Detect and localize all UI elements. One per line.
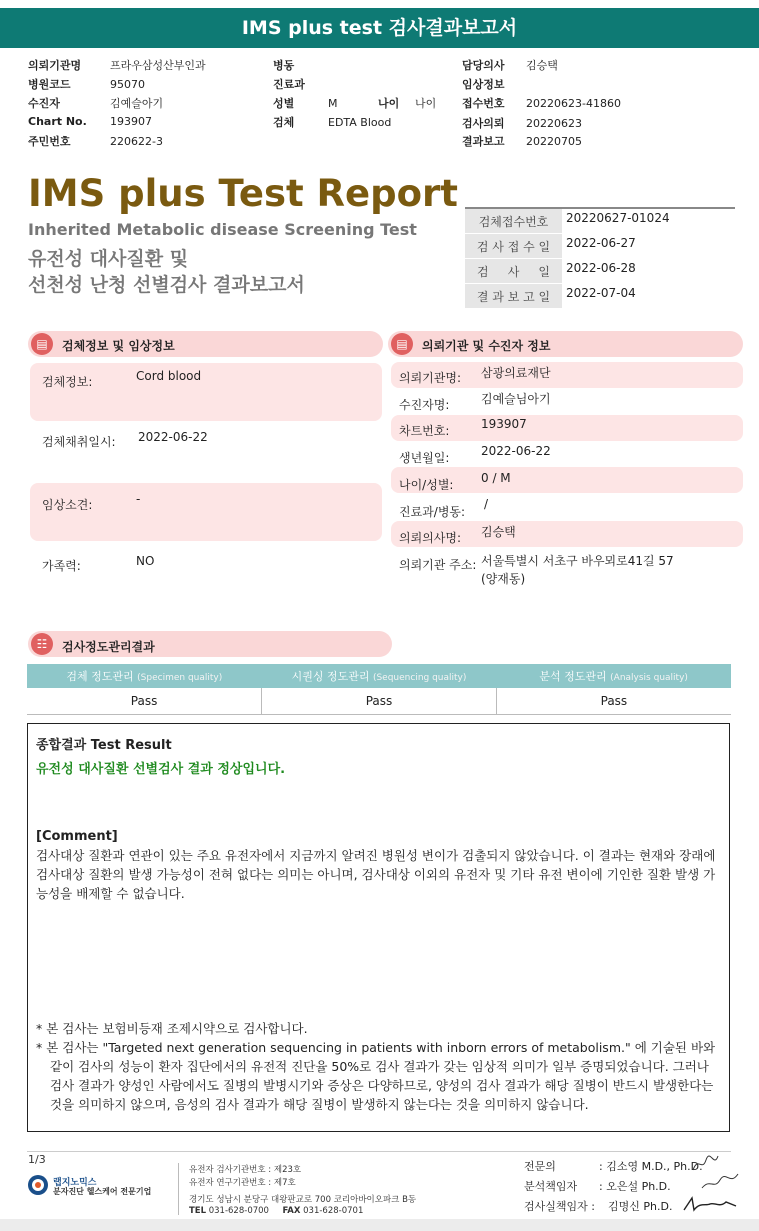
header-right-3: 검사의뢰 20220623: [462, 117, 582, 130]
signer-name-1: : 김소영 M.D., Ph.D.: [599, 1160, 703, 1173]
clinical-label: 임상소견:: [42, 498, 93, 512]
header-age: 나이 나이: [378, 97, 437, 110]
folder-icon: ▤: [31, 333, 53, 355]
header-mid-1: 진료과: [273, 78, 305, 91]
address-line-2: (양재동): [481, 572, 526, 586]
header-right-2: 접수번호 20220623-41860: [462, 97, 621, 110]
specimen-info-box: [30, 363, 382, 421]
qc-section-title: 검사정도관리결과: [62, 640, 155, 654]
company-logo-icon: [28, 1175, 48, 1195]
signature-2: [700, 1172, 740, 1194]
report-top-title: IMS plus test 검사결과보고서: [0, 8, 759, 48]
report-subtitle-en: Inherited Metabolic disease Screening Test: [28, 220, 417, 239]
company-slogan: 분자진단 헬스케어 전문기업: [53, 1187, 152, 1196]
signer-name-2: : 오은설 Ph.D.: [599, 1180, 671, 1193]
page-bottom-band: [0, 1219, 759, 1231]
dept-ward-value: /: [484, 497, 489, 511]
receipt-row: 검 사 접 수 일 2022-06-27: [465, 234, 735, 259]
comment-heading: [Comment]: [36, 829, 118, 844]
specimen-info-label: 검체정보:: [42, 375, 93, 389]
chart-no-label: 차트번호:: [399, 424, 450, 438]
address-line-1: 서울특별시 서초구 바우뫼로41길 57: [481, 554, 674, 568]
qc-value-analysis: Pass: [496, 688, 731, 714]
footer-divider: [27, 1151, 731, 1152]
qc-table: [27, 664, 731, 715]
header-mid-0: 병동: [273, 59, 295, 72]
receipt-table: [465, 207, 735, 309]
header-left-1: 병원코드 95070: [28, 78, 145, 91]
header-right-1: 임상정보: [462, 78, 505, 91]
folder-icon: ▤: [391, 333, 413, 355]
receipt-row: 검 사 일 2022-06-28: [465, 259, 735, 284]
header-left-2: 수진자 김예슬아기: [28, 97, 164, 110]
qc-value-specimen: Pass: [27, 688, 262, 714]
signer-name-3: 김명신 Ph.D.: [608, 1200, 673, 1213]
result-notes: [36, 1019, 722, 1114]
page-number: 1/3: [28, 1153, 46, 1166]
result-box: [27, 723, 730, 1132]
receipt-row: 결 과 보 고 일 2022-07-04: [465, 284, 735, 309]
birthdate-label: 생년월일:: [399, 451, 450, 465]
company-contact: TEL 031-628-0700 FAX 031-628-0701: [189, 1206, 364, 1216]
institution-section-title: 의뢰기관 및 수진자 정보: [422, 339, 551, 353]
report-title: IMS plus Test Report: [28, 172, 458, 215]
report-subtitle-ko-2: 선천성 난청 선별검사 결과보고서: [28, 274, 305, 296]
qc-header-analysis: 분석 정도관리 (Analysis quality): [496, 664, 731, 688]
header-right-0: 담당의사 김승택: [462, 59, 558, 72]
age-sex-label: 나이/성별:: [399, 478, 454, 492]
qc-value-sequencing: Pass: [262, 688, 497, 714]
signer-role-1: 전문의: [524, 1160, 556, 1173]
clinical-value: -: [136, 492, 141, 506]
header-left-0: 의뢰기관명 프라우삼성산부인과: [28, 59, 206, 72]
specimen-info-value: Cord blood: [136, 369, 202, 383]
birthdate-value: 2022-06-22: [481, 444, 551, 458]
report-subtitle-ko-1: 유전성 대사질환 및: [28, 248, 189, 270]
result-heading: 종합결과 Test Result: [36, 738, 172, 753]
company-name: 랩지노믹스: [53, 1178, 97, 1188]
result-summary: 유전성 대사질환 선별검사 결과 정상입니다.: [36, 762, 286, 777]
signer-role-3: 검사실책임자 :: [524, 1200, 595, 1213]
doctor-label: 의뢰의사명:: [399, 531, 462, 545]
company-address: 경기도 성남시 분당구 대왕판교로 700 코리아바이오파크 B동: [189, 1195, 417, 1205]
age-sex-value: 0 / M: [481, 471, 511, 485]
specimen-date-label: 검체채취일시:: [42, 435, 116, 449]
patient-name-label: 수진자명:: [399, 398, 450, 412]
note-2: * 본 검사는 "Targeted next generation sequencing in patients with inborn errors of metabolism." 에 기술된 바와 같이 검사의 성능이 환자 집단에서의 유전적 진단율 50%로 검사 결과가 갖는 임상적 의미가 일부 증명되었습니다. 그러나 검사 결과가 양성인 사람에서도 질병의 발병시기와 증상은 다양하므로, 양성의 검사 결과가 해당 질병이 반드시 발생한다는 것을 의미하지 않으며, 음성의 검사 결과가 해당 질병이 발생하지 않는다는 것을 의미하지 않습니다.: [36, 1040, 716, 1112]
reg-number-1: 유전자 검사기관번호 : 제23호: [189, 1165, 302, 1175]
signer-role-2: 분석책임자: [524, 1180, 578, 1193]
doctor-value: 김승택: [481, 525, 516, 539]
reg-number-2: 유전자 연구기관번호 : 제7호: [189, 1178, 296, 1188]
header-left-3: Chart No. 193907: [28, 115, 152, 128]
institution-name-label: 의뢰기관명:: [399, 371, 462, 385]
note-1: * 본 검사는 보험비등재 조제시약으로 검사합니다.: [36, 1021, 308, 1036]
chart-no-value: 193907: [481, 417, 527, 431]
receipt-row: 검체접수번호 20220627-01024: [465, 209, 735, 234]
address-label: 의뢰기관 주소:: [399, 558, 477, 572]
comment-text: 검사대상 질환과 연관이 있는 주요 유전자에서 지금까지 알려진 병원성 변이가 검출되지 않았습니다. 이 결과는 현재와 장래에 검사대상 질환의 발생 가능성이 전혀 없다는 의미는 아니며, 검사대상 이외의 유전자 및 기타 유전 변이에 기인한 질환 발생 가능성을 배제할 수 없습니다.: [36, 848, 716, 901]
qc-header-sequencing: 시퀀싱 정도관리 (Sequencing quality): [262, 664, 497, 688]
header-left-4: 주민번호 220622-3: [28, 135, 163, 148]
specimen-date-value: 2022-06-22: [138, 430, 208, 444]
header-right-4: 결과보고 20220705: [462, 135, 582, 148]
qc-header-specimen: 검체 정도관리 (Specimen quality): [27, 664, 262, 688]
footer-separator: [178, 1163, 179, 1215]
signature-3: [680, 1192, 740, 1216]
dept-ward-label: 진료과/병동:: [399, 505, 466, 519]
institution-name-value: 삼광의료재단: [481, 366, 551, 380]
header-mid-2: 성별 M: [273, 97, 338, 110]
clipboard-icon: ☷: [31, 633, 53, 655]
family-label: 가족력:: [42, 559, 81, 573]
patient-name-value: 김예슬님아기: [481, 392, 551, 406]
family-value: NO: [136, 554, 155, 568]
header-mid-3: 검체 EDTA Blood: [273, 116, 392, 129]
specimen-section-title: 검체정보 및 임상정보: [62, 339, 175, 353]
